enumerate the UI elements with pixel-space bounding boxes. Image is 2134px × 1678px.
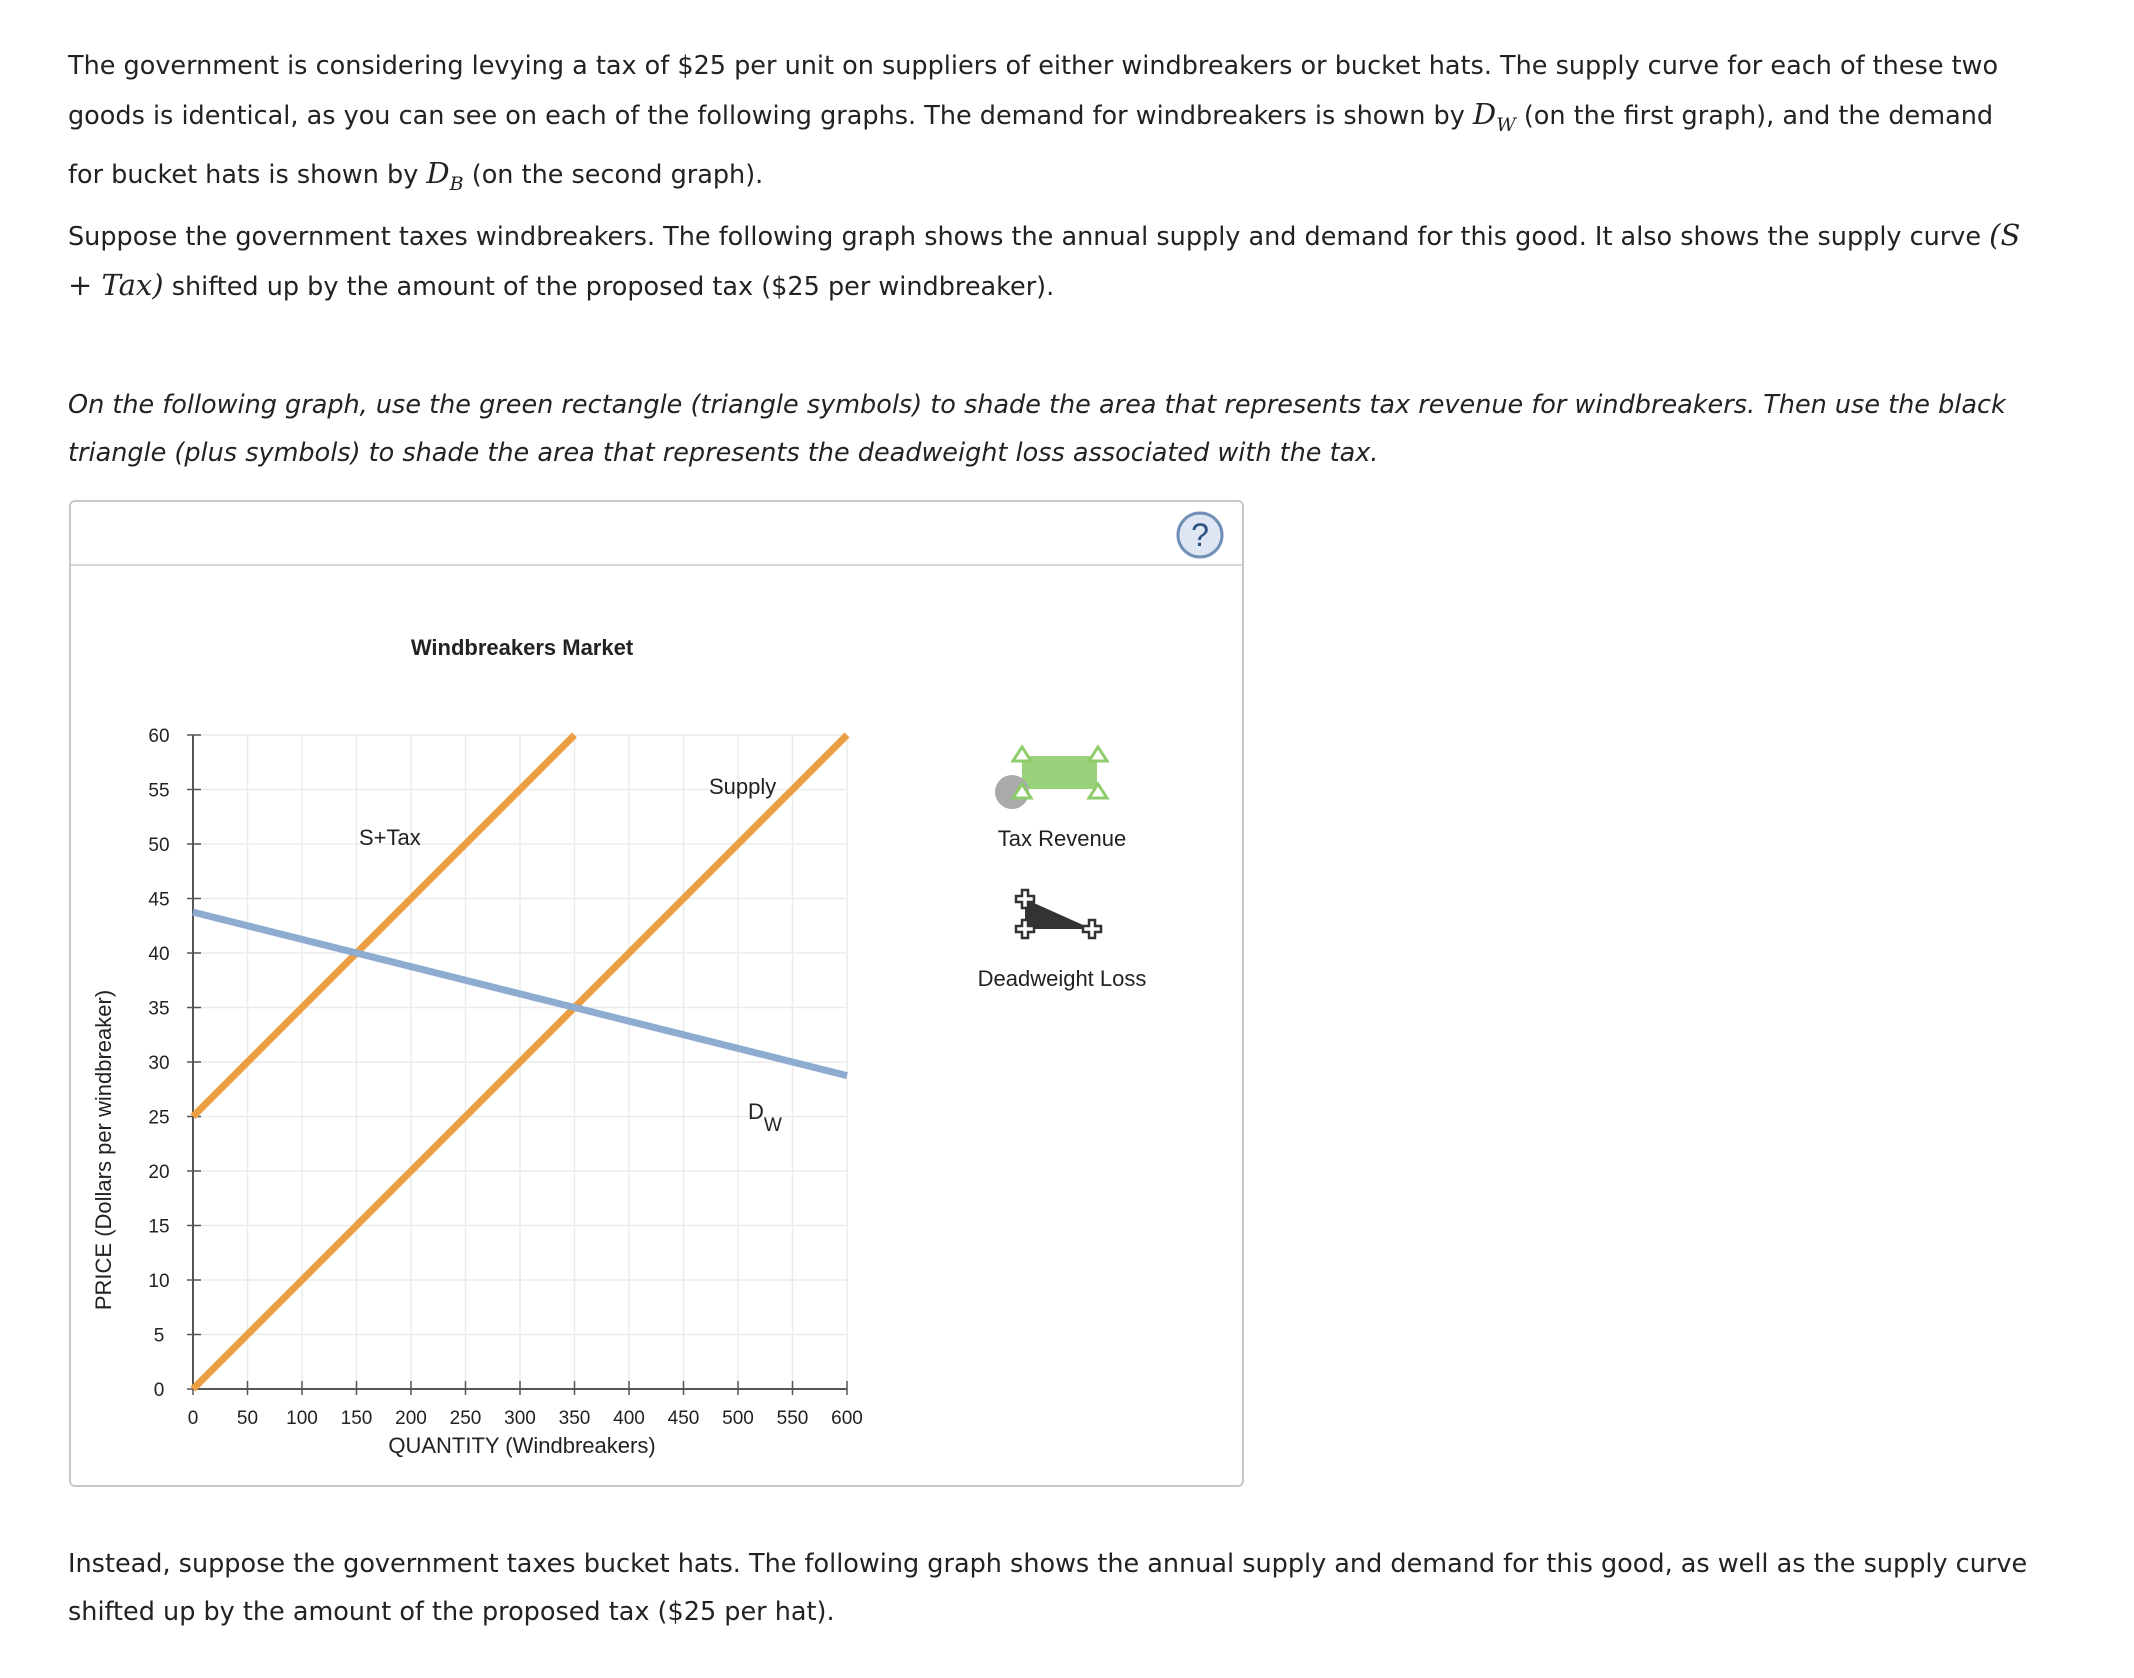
closing-paragraph: Instead, suppose the government taxes bucket hats. The following graph shows the annual supply and demand for this good, as well as the supply curve shifted up by the amount of the proposed tax ($25 per hat). xyxy=(68,1549,2028,1627)
y-tick-label: 45 xyxy=(148,889,170,911)
x-tick-label: 250 xyxy=(449,1408,482,1429)
intro-paragraph-1 xyxy=(68,42,2028,208)
triangle-handle-icon xyxy=(1013,747,1031,761)
supply-plus-tax-symbol: (S + Tax) xyxy=(68,218,2021,302)
intro-text-2b: shifted up by the amount of the proposed tax ($25 per windbreaker). xyxy=(171,272,1055,302)
x-tick-label: 500 xyxy=(722,1408,754,1429)
intro-text-1b: (on the first graph), and the demand for bucket hats is shown by xyxy=(68,101,1994,190)
demand-windbreakers-symbol: $D_W$ xyxy=(1472,97,1516,136)
x-tick-label: 50 xyxy=(236,1408,259,1429)
x-tick-label: 550 xyxy=(776,1408,809,1429)
tax-revenue-label: Tax Revenue xyxy=(997,826,1127,851)
y-tick-label: 35 xyxy=(148,998,170,1020)
tax-revenue-tool[interactable] xyxy=(995,747,1126,851)
tax-revenue-rectangle-icon xyxy=(1022,756,1097,789)
supply-plus-tax-curve-label: S+Tax xyxy=(359,825,421,850)
y-tick-label: 15 xyxy=(148,1216,170,1238)
graph-panel xyxy=(69,500,1244,1487)
chart-title: Windbreakers Market xyxy=(410,635,634,660)
y-tick-label: 0 xyxy=(153,1380,165,1401)
intro-text-2a: Suppose the government taxes windbreakers. The following graph shows the annual supply and demand for this good. It also shows the supply curve xyxy=(68,222,1982,252)
x-tick-label: 200 xyxy=(395,1408,427,1429)
x-tick-label: 300 xyxy=(504,1408,536,1429)
instruction-paragraph: On the following graph, use the green rectangle (triangle symbols) to shade the area that represents tax revenue for windbreakers. Then use the black triangle (plus symbols) to shade the area that represents the deadweight loss associated with the tax. xyxy=(68,390,2006,468)
triangle-handle-icon xyxy=(1089,747,1107,761)
x-tick-label: 150 xyxy=(340,1408,373,1429)
x-tick-label: 400 xyxy=(613,1408,645,1429)
deadweight-loss-triangle-icon xyxy=(1025,899,1092,929)
y-tick-label: 50 xyxy=(148,835,170,856)
help-icon-glyph: ? xyxy=(1191,517,1209,553)
x-tick-label: 350 xyxy=(558,1408,591,1429)
x-tick-label: 0 xyxy=(187,1408,199,1429)
intro-paragraph-2 xyxy=(68,211,2028,311)
intro-text-1c: (on the second graph). xyxy=(471,159,764,190)
x-tick-label: 450 xyxy=(667,1408,700,1429)
x-tick-label: 100 xyxy=(286,1408,318,1429)
y-tick-label: 25 xyxy=(148,1107,170,1129)
supply-curve-label: Supply xyxy=(709,774,777,799)
y-tick-label: 40 xyxy=(148,944,170,965)
y-tick-label: 60 xyxy=(148,726,170,747)
y-tick-label: 10 xyxy=(148,1271,170,1292)
y-tick-label: 55 xyxy=(148,780,170,802)
y-tick-label: 20 xyxy=(148,1162,170,1183)
deadweight-loss-tool[interactable] xyxy=(978,890,1147,991)
deadweight-loss-label: Deadweight Loss xyxy=(977,966,1147,991)
demand-buckethats-symbol: $D_B$ xyxy=(426,155,464,195)
windbreakers-chart xyxy=(71,502,1246,1489)
demand-curve-label: DW xyxy=(748,1099,782,1136)
y-axis-label: PRICE (Dollars per windbreaker) xyxy=(91,989,116,1311)
y-tick-label: 30 xyxy=(148,1053,170,1074)
plus-handle-icon xyxy=(1083,920,1101,938)
x-tick-label: 600 xyxy=(831,1408,863,1429)
x-axis-label: QUANTITY (Windbreakers) xyxy=(388,1433,656,1458)
y-tick-label: 5 xyxy=(153,1325,165,1347)
intro-text-1a: The government is considering levying a tax of $25 per unit on suppliers of either windbreakers or bucket hats. The supply curve for each of these two goods is identical, as you can see on each of the following graphs. The demand for windbreakers is shown by xyxy=(68,51,1999,131)
